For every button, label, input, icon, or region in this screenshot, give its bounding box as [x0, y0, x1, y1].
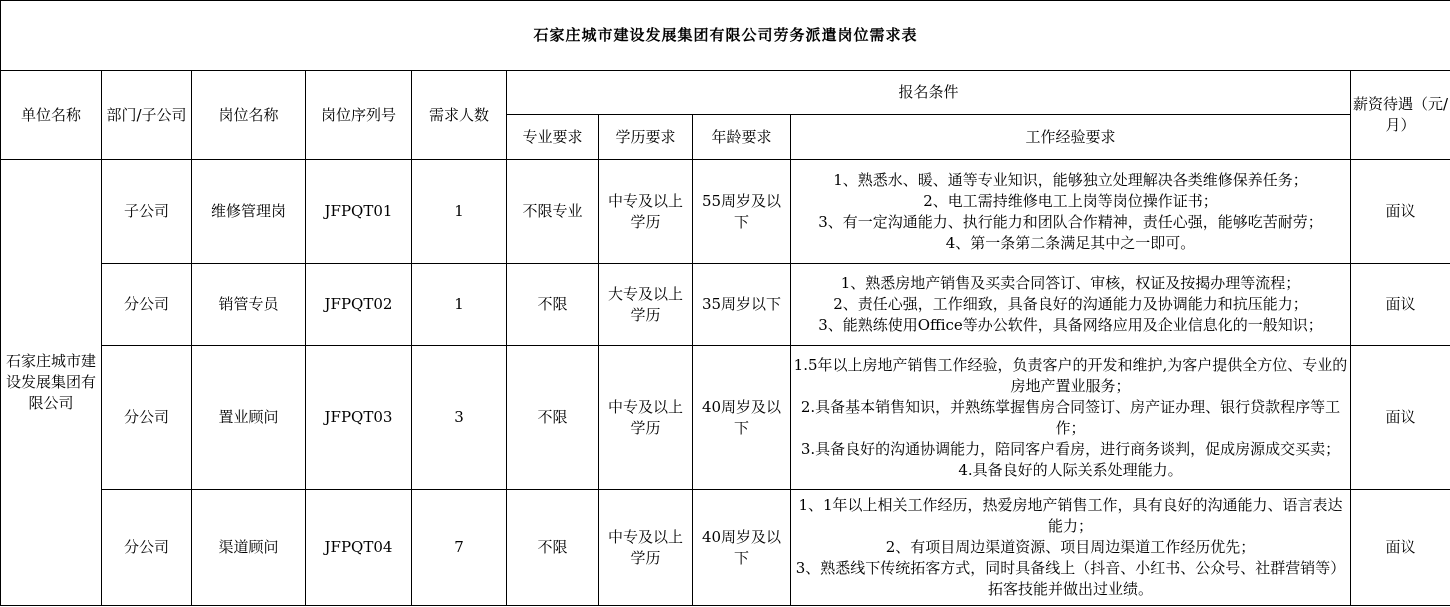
experience-cell [791, 346, 1351, 490]
salary-cell: 面议 [1351, 346, 1450, 490]
experience-line: 3、有一定沟通能力、执行能力和团队合作精神，责任心强，能够吃苦耐劳； [818, 212, 1323, 231]
header-salary: 薪资待遇（元/月） [1351, 71, 1450, 160]
experience-line: 1、熟悉房地产销售及买卖合同答订、审核，权证及按揭办理等流程； [840, 274, 1301, 292]
salary-cell: 面议 [1351, 264, 1450, 346]
major-cell: 不限 [507, 346, 599, 490]
count-cell: 7 [412, 490, 507, 606]
major-cell: 不限 [507, 264, 599, 346]
header-education: 学历要求 [599, 115, 693, 160]
serial-cell: JFPQT01 [306, 160, 412, 264]
experience-line: 1、熟悉水、暖、通等专业知识，能够独立处理解决各类维修保养任务； [833, 170, 1308, 189]
experience-cell [791, 264, 1351, 346]
experience-line: 3、能熟练使用Office等办公软件，具备网络应用及企业信息化的一般知识； [818, 316, 1323, 334]
experience-line: 2、电工需持维修电工上岗等岗位操作证书； [923, 191, 1218, 210]
experience-line: 3、熟悉线下传统拓客方式，同时具备线上（抖音、小红书、公众号、社群营销等）拓客技能并做出过业绩。 [795, 559, 1346, 598]
experience-line: 2.具备基本销售知识，并熟练掌握售房合同签订、房产证办理、银行贷款程序等工作； [800, 397, 1341, 437]
major-cell: 不限专业 [507, 160, 599, 264]
position-cell: 渠道顾问 [192, 490, 306, 606]
position-cell: 销管专员 [192, 264, 306, 346]
table-row [1, 346, 1450, 490]
major-cell: 不限 [507, 490, 599, 606]
age-cell: 35周岁以下 [693, 264, 791, 346]
page-title: 石家庄城市建设发展集团有限公司劳务派遣岗位需求表 [1, 1, 1450, 71]
position-cell: 维修管理岗 [192, 160, 306, 264]
serial-cell: JFPQT04 [306, 490, 412, 606]
experience-cell [791, 160, 1351, 264]
table-row [1, 490, 1450, 606]
experience-cell [791, 490, 1351, 606]
table-row [1, 264, 1450, 346]
header-major: 专业要求 [507, 115, 599, 160]
header-conditions: 报名条件 [507, 71, 1351, 115]
header-dept: 部门/子公司 [102, 71, 192, 160]
experience-line: 2、有项目周边渠道资源、项目周边渠道工作经历优先； [885, 538, 1256, 556]
dept-cell: 分公司 [102, 264, 192, 346]
dept-cell: 分公司 [102, 346, 192, 490]
header-age: 年龄要求 [693, 115, 791, 160]
position-cell: 置业顾问 [192, 346, 306, 490]
salary-cell: 面议 [1351, 490, 1450, 606]
count-cell: 1 [412, 160, 507, 264]
experience-line: 4.具备良好的人际关系处理能力。 [958, 460, 1183, 479]
experience-line: 1.5年以上房地产销售工作经验，负责客户的开发和维护,为客户提供全方位、专业的房地产置业服务； [793, 355, 1348, 395]
header-position: 岗位名称 [192, 71, 306, 160]
dept-cell: 分公司 [102, 490, 192, 606]
count-cell: 3 [412, 346, 507, 490]
age-cell: 40周岁及以下 [693, 346, 791, 490]
education-cell: 中专及以上学历 [599, 160, 693, 264]
header-count: 需求人数 [412, 71, 507, 160]
header-serial: 岗位序列号 [306, 71, 412, 160]
education-cell: 大专及以上学历 [599, 264, 693, 346]
age-cell: 40周岁及以下 [693, 490, 791, 606]
header-unit: 单位名称 [1, 71, 102, 160]
salary-cell: 面议 [1351, 160, 1450, 264]
count-cell: 1 [412, 264, 507, 346]
experience-line: 3.具备良好的沟通协调能力，陪同客户看房，进行商务谈判，促成房源成交买卖； [800, 439, 1341, 458]
header-experience: 工作经验要求 [791, 115, 1351, 160]
serial-cell: JFPQT02 [306, 264, 412, 346]
serial-cell: JFPQT03 [306, 346, 412, 490]
experience-line: 1、1年以上相关工作经历，热爱房地产销售工作，具有良好的沟通能力、语言表达能力； [798, 496, 1343, 535]
experience-line: 2、责任心强，工作细致，具备良好的沟通能力及协调能力和抗压能力； [833, 295, 1308, 313]
age-cell: 55周岁及以下 [693, 160, 791, 264]
experience-line: 4、第一条第二条满足其中之一即可。 [945, 233, 1196, 252]
table-row [1, 160, 1450, 264]
education-cell: 中专及以上学历 [599, 346, 693, 490]
dept-cell: 子公司 [102, 160, 192, 264]
unit-name: 石家庄城市建设发展集团有限公司 [1, 160, 102, 606]
education-cell: 中专及以上学历 [599, 490, 693, 606]
